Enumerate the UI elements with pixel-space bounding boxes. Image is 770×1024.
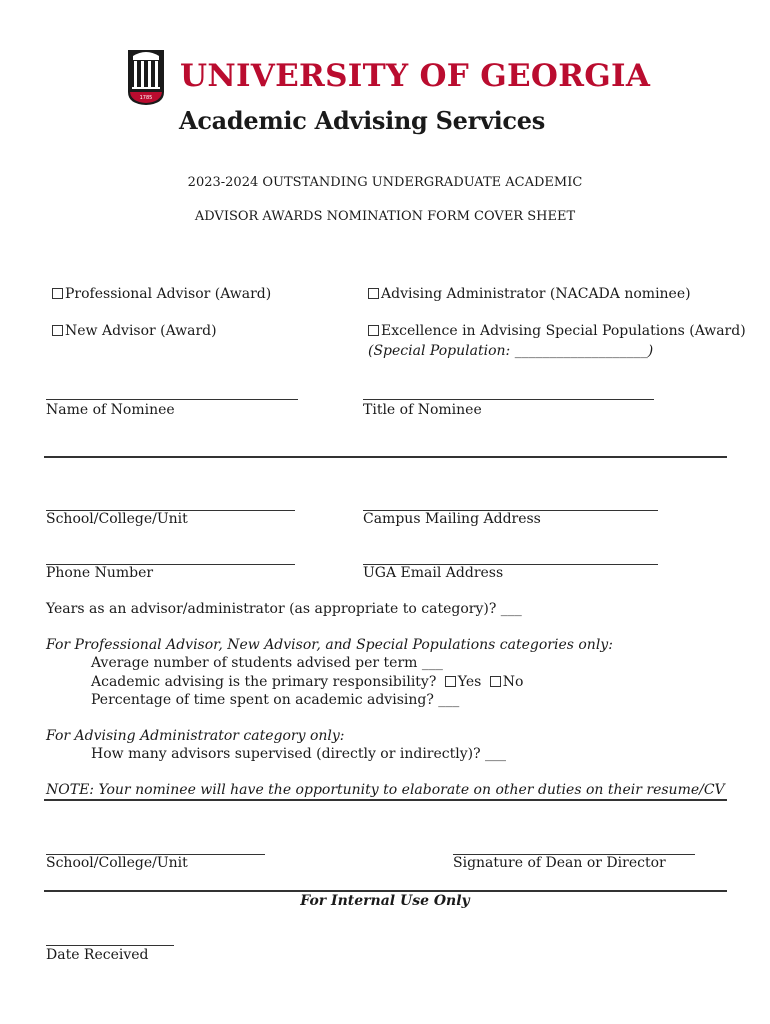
no-checkbox-icon[interactable] xyxy=(490,676,501,687)
phone-label: Phone Number xyxy=(46,565,154,581)
school-unit-label: School/College/Unit xyxy=(46,511,188,527)
logo-year: 1785 xyxy=(139,95,153,101)
note-divider xyxy=(44,799,727,801)
checkbox-icon[interactable] xyxy=(52,325,63,336)
date-received-line[interactable] xyxy=(46,945,174,946)
university-name: UNIVERSITY OF GEORGIA xyxy=(180,58,651,94)
checkbox-icon[interactable] xyxy=(368,325,379,336)
form-title-line1: 2023-2024 OUTSTANDING UNDERGRADUATE ACADEMIC xyxy=(187,175,583,190)
nominee-name-line[interactable] xyxy=(46,399,298,400)
nominee-title-line[interactable] xyxy=(363,399,654,400)
category-excellence[interactable]: Excellence in Advising Special Populations (Award) xyxy=(368,323,746,339)
name-of-nominee-label: Name of Nominee xyxy=(46,402,175,418)
section-divider xyxy=(44,456,727,458)
internal-divider xyxy=(44,890,727,892)
category-new-advisor[interactable]: New Advisor (Award) xyxy=(52,323,217,339)
form-title-line2: ADVISOR AWARDS NOMINATION FORM COVER SHEET xyxy=(194,209,576,224)
title-of-nominee-label: Title of Nominee xyxy=(363,402,482,418)
special-population-field[interactable]: (Special Population: ___________________) xyxy=(368,343,654,359)
note-text: NOTE: Your nominee will have the opportunity to elaborate on other duties on their resume/CV xyxy=(46,782,725,798)
yes-checkbox-icon[interactable] xyxy=(445,676,456,687)
sig-school-label: School/College/Unit xyxy=(46,855,188,871)
email-label: UGA Email Address xyxy=(363,565,504,581)
percentage-question[interactable]: Percentage of time spent on academic advising? ___ xyxy=(91,692,460,708)
checkbox-icon[interactable] xyxy=(368,288,379,299)
primary-responsibility-question: Academic advising is the primary responsibility? Yes No xyxy=(91,674,524,690)
dean-signature-label: Signature of Dean or Director xyxy=(453,855,666,871)
campus-mailing-label: Campus Mailing Address xyxy=(363,511,541,527)
avg-students-question[interactable]: Average number of students advised per term ___ xyxy=(91,655,443,671)
category-professional[interactable]: Professional Advisor (Award) xyxy=(52,286,271,302)
category-administrator[interactable]: Advising Administrator (NACADA nominee) xyxy=(368,286,691,302)
years-question[interactable]: Years as an advisor/administrator (as appropriate to category)? ___ xyxy=(46,601,522,617)
uga-arch-logo xyxy=(126,48,166,106)
section2-heading: For Advising Administrator category only: xyxy=(46,728,345,744)
checkbox-icon[interactable] xyxy=(52,288,63,299)
department-name: Academic Advising Services xyxy=(179,106,545,135)
section1-heading: For Professional Advisor, New Advisor, and Special Populations categories only: xyxy=(46,637,613,653)
advisors-supervised-question[interactable]: How many advisors supervised (directly or indirectly)? ___ xyxy=(91,746,507,762)
date-received-label: Date Received xyxy=(46,947,149,963)
internal-use-heading: For Internal Use Only xyxy=(300,893,470,909)
